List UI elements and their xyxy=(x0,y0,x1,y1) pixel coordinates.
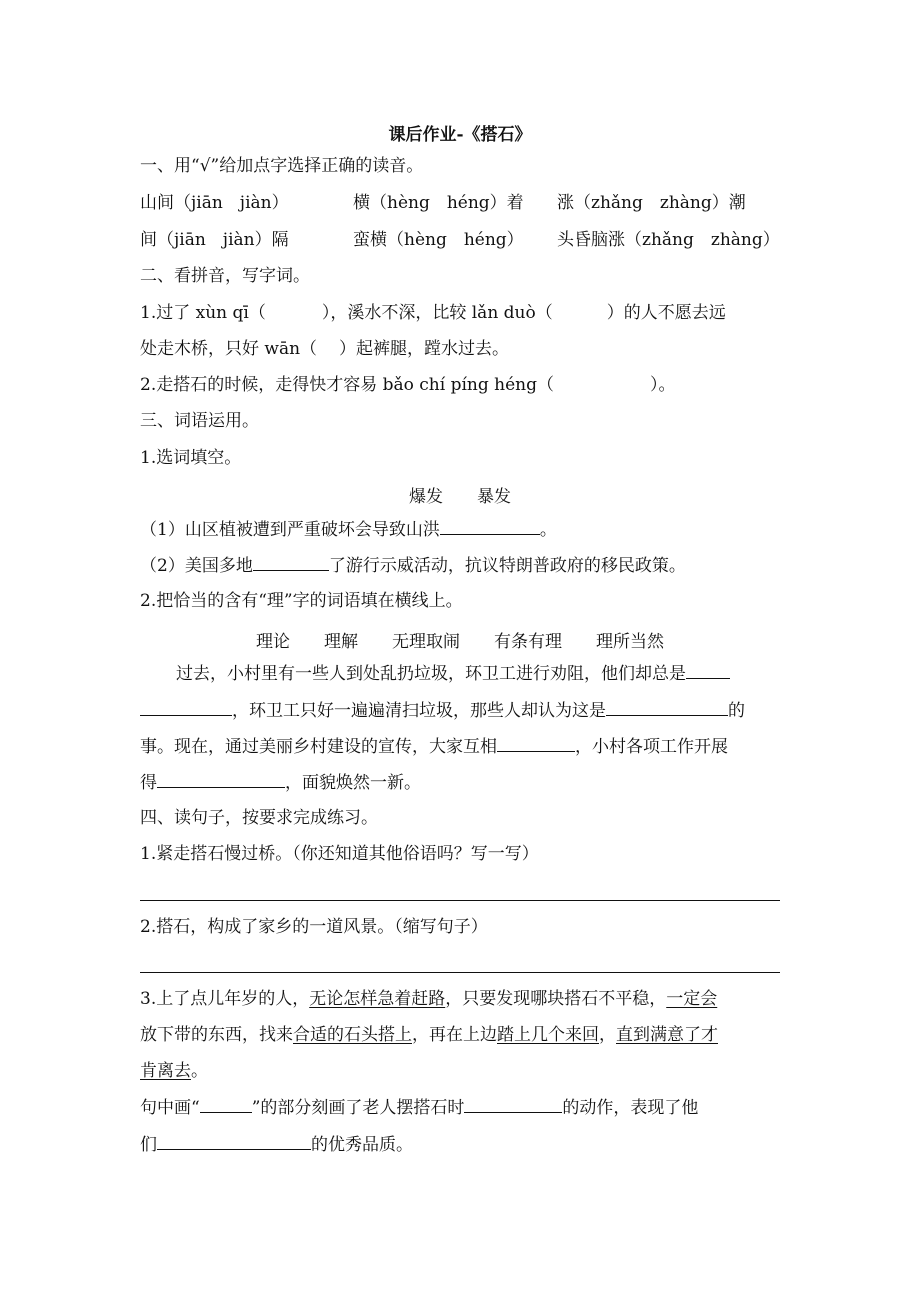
q1-row1-item1: 山间（jiān jiàn） xyxy=(140,193,289,213)
q4-s3-underline5: 直到满意了才 xyxy=(616,1025,718,1045)
q3-paragraph-line2 xyxy=(140,699,745,722)
q2-line2 xyxy=(140,338,509,360)
q2-line3-a: 2.走搭石的时候，走得快才容易 bǎo chí píng héng（ xyxy=(140,375,554,395)
q1-row1-item3: 涨（zhǎng zhàng）潮 xyxy=(557,193,746,213)
q2-line3 xyxy=(140,374,675,396)
q4-sentence3-line2 xyxy=(140,1024,718,1046)
q2-line1-c: ）的人不愿去远 xyxy=(606,303,726,323)
q4-s3-b: ，只要发现哪块搭石不平稳， xyxy=(445,989,667,1009)
q3-sentence2 xyxy=(140,554,686,577)
q3-blank-p2[interactable] xyxy=(606,699,728,716)
q4-answer-line1[interactable] xyxy=(140,900,780,901)
q4-s5a: 们 xyxy=(140,1135,157,1155)
q1-row2-item1: 间（jiān jiàn）隔 xyxy=(140,230,289,250)
q3-s2b: 了游行示威活动，抗议特朗普政府的移民政策。 xyxy=(328,556,686,576)
q4-s3-d: ，再在上边 xyxy=(412,1025,497,1045)
q3-blank-p4[interactable] xyxy=(157,771,285,788)
q4-s3-underline6: 肯离去 xyxy=(140,1061,191,1081)
q2-line1-b: ），溪水不深，比较 lǎn duò（ xyxy=(321,303,553,323)
q3-p3a: 事。现在，通过美丽乡村建设的宣传，大家互相 xyxy=(140,737,497,757)
q3-blank-s1[interactable] xyxy=(440,518,540,535)
q1-row2-item2: 蛮横（hèng héng） xyxy=(353,230,524,250)
q4-s3-underline1: 无论怎样急着赶路 xyxy=(309,989,446,1009)
q4-sentence4-line2 xyxy=(140,1133,413,1156)
q4-sentence3-line3 xyxy=(140,1060,208,1082)
q4-answer-line2[interactable] xyxy=(140,972,780,973)
q3-s1a: （1）山区植被遭到严重破坏会导致山洪 xyxy=(140,520,440,540)
q1-row2-item3: 头昏脑涨（zhǎng zhàng） xyxy=(557,230,780,250)
q4-s4c: 的动作，表现了他 xyxy=(562,1098,699,1118)
q2-line1 xyxy=(140,302,726,324)
q3-p2b: 的 xyxy=(728,701,745,721)
q4-blank-action[interactable] xyxy=(464,1096,562,1113)
q2-line2-a: 处走木桥，只好 wān（ xyxy=(140,339,318,359)
q3-sub1: 1.选词填空。 xyxy=(140,448,242,468)
q4-s3-underline4: 踏上几个来回 xyxy=(497,1025,599,1045)
q3-s2a: （2）美国多地 xyxy=(140,556,253,576)
q4-s3-c: 放下带的东西，找来 xyxy=(140,1025,293,1045)
q3-blank-p1[interactable] xyxy=(686,662,730,679)
q3-sub2: 2.把恰当的含有“理”字的词语填在横线上。 xyxy=(140,591,463,611)
q4-s3-underline3: 合适的石头搭上 xyxy=(293,1025,412,1045)
q3-choices1: 爆发 暴发 xyxy=(409,487,511,507)
q3-p3b: ，小村各项工作开展 xyxy=(575,737,728,757)
q4-s5b: 的优秀品质。 xyxy=(311,1135,413,1155)
q2-line3-b: ）。 xyxy=(649,375,676,395)
q3-paragraph-line3 xyxy=(140,735,728,758)
q4-s4b: ”的部分刻画了老人摆搭石时 xyxy=(251,1098,465,1118)
q3-p4b: ，面貌焕然一新。 xyxy=(285,773,421,793)
q4-s3-a: 3.上了点儿年岁的人， xyxy=(140,989,310,1009)
q4-s3-underline2: 一定会 xyxy=(666,989,718,1009)
q1-row1-item2: 横（hèng héng）着 xyxy=(353,193,524,213)
q1-heading: 一、用“√”给加点字选择正确的读音。 xyxy=(140,156,424,176)
q4-heading: 四、读句子，按要求完成练习。 xyxy=(140,808,378,828)
q3-blank-s2[interactable] xyxy=(253,554,329,571)
q3-p2a: ，环卫工只好一遍遍清扫垃圾，那些人却认为这是 xyxy=(232,701,606,721)
q4-sentence1: 1.紧走搭石慢过桥。（你还知道其他俗语吗？写一写） xyxy=(140,844,539,864)
q2-heading: 二、看拼音，写字词。 xyxy=(140,266,310,286)
q2-line2-b: ）起裤腿，蹚水过去。 xyxy=(339,339,510,359)
q4-sentence4-line1 xyxy=(140,1096,698,1119)
q3-sentence1 xyxy=(140,518,557,541)
q3-choices2: 理论 理解 无理取闹 有条有理 理所当然 xyxy=(256,632,664,652)
q3-heading: 三、词语运用。 xyxy=(140,411,259,431)
q3-blank-p1-cont[interactable] xyxy=(140,699,232,716)
q4-blank-quality[interactable] xyxy=(157,1133,311,1150)
q3-p1a: 过去，小村里有一些人到处乱扔垃圾，环卫工进行劝阻，他们却总是 xyxy=(176,664,686,684)
q3-p4a: 得 xyxy=(140,773,157,793)
q3-blank-p3[interactable] xyxy=(497,735,575,752)
q2-line1-a: 1.过了 xùn qī（ xyxy=(140,303,266,323)
q3-paragraph-line4 xyxy=(140,771,421,794)
q4-s4a: 句中画“ xyxy=(140,1098,200,1118)
q4-s3-e: ， xyxy=(599,1025,616,1045)
page-title: 课后作业-《搭石》 xyxy=(388,125,532,145)
q4-sentence3-line1 xyxy=(140,988,717,1010)
q3-paragraph-line1 xyxy=(176,662,730,685)
q3-s1b: 。 xyxy=(539,520,557,540)
q4-underline-sample xyxy=(200,1096,252,1113)
q4-sentence2: 2.搭石，构成了家乡的一道风景。（缩写句子） xyxy=(140,917,488,937)
q4-s3-f: 。 xyxy=(191,1061,208,1081)
